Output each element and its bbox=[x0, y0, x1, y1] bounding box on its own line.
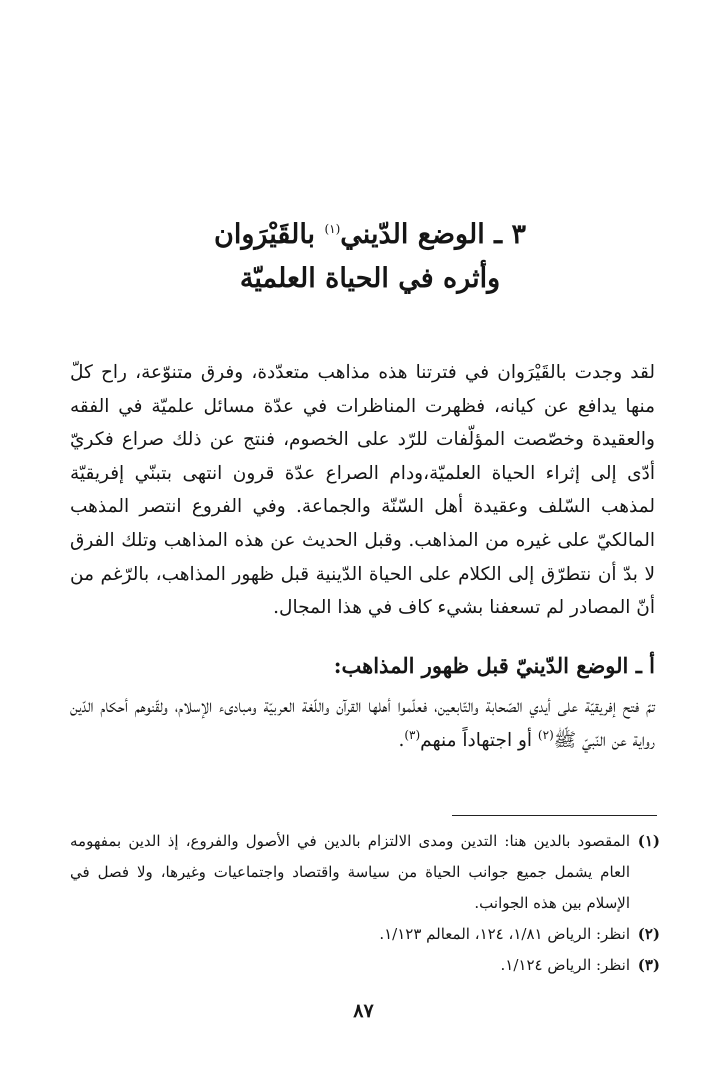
footnote-ref-3[interactable]: (٣) bbox=[404, 727, 421, 742]
footnote-ref-1[interactable]: (١) bbox=[324, 222, 341, 236]
chapter-title bbox=[120, 213, 620, 301]
footnote-text: انظر: الرياض ١/٨١، ١٢٤، المعالم ١/١٢٣. bbox=[379, 925, 630, 943]
chapter-title-line-1 bbox=[120, 213, 620, 257]
footnote-text: انظر: الرياض ١/١٢٤. bbox=[500, 956, 630, 974]
footnote-item bbox=[70, 919, 660, 950]
footnote-item bbox=[70, 826, 660, 919]
section-a-text-1: تمّ فتح إفريقيّة على أيدي الصّحابة والتّابعين، فعلّموا أهلها القرآن واللّغة العربيّة ومبادىء الإسلام، ولقّنوهم أحكام الدّين رواية عن النّبيّ ﷺ bbox=[70, 696, 655, 751]
footnote-number: (١) bbox=[637, 832, 660, 850]
page-number: ٨٧ bbox=[353, 1000, 374, 1022]
chapter-title-text: ٣ ـ الوضع الدّيني bbox=[340, 219, 526, 250]
chapter-title-line-2: وأثره في الحياة العلميّة bbox=[239, 263, 501, 294]
footnote-separator bbox=[452, 815, 657, 816]
footnote-number: (٣) bbox=[637, 956, 660, 974]
section-a-text-end: . bbox=[398, 729, 405, 751]
footnote-ref-2[interactable]: (٢) bbox=[537, 727, 554, 742]
footnote-text: المقصود بالدين هنا: التدين ومدى الالتزام بالدين في الأصول والفروع، إذ الدين بمفهومه العام يشمل جميع جوانب الحياة من سياسة واقتصاد واجتماعيات وغيرها، ولا فصل في الإسلام بين هذه الجوانب. bbox=[70, 832, 630, 912]
footnotes-list bbox=[70, 826, 660, 981]
chapter-title-place: بالقَيْرَوان bbox=[214, 219, 325, 250]
section-a-paragraph bbox=[70, 690, 655, 757]
footnote-number: (٢) bbox=[637, 925, 660, 943]
intro-paragraph: لقد وجدت بالقَيْرَوان في فترتنا هذه مذاهب متعدّدة، وفرق متنوّعة، راح كلّ منها يدافع عن كيانه، فظهرت المناظرات في عدّة مسائل علميّة في الفقه والعقيدة وخصّصت المؤلّفات للرّد على الخصوم، فنتج عن ذلك صراع فكريّ أدّى إلى إثراء الحياة العلميّة،ودام الصراع عدّة قرون انتهى بتبنّي إفريقيّة لمذهب السّلف وعقيدة أهل السّنّة والجماعة. وفي الفروع انتصر المذهب المالكيّ على غيره من المذاهب. وقبل الحديث عن هذه المذاهب وتلك الفرق لا بدّ أن نتطرّق إلى الكلام على الحياة الدّينية قبل ظهور المذاهب، بالرّغم من أنّ المصادر لم تسعفنا بشيء كاف في هذا المجال. bbox=[70, 362, 655, 619]
section-a-heading: أ ـ الوضع الدّينيّ قبل ظهور المذاهب: bbox=[333, 653, 655, 678]
section-a-text-2: أو اجتهاداً منهم bbox=[420, 729, 538, 751]
footnote-item bbox=[70, 950, 660, 981]
